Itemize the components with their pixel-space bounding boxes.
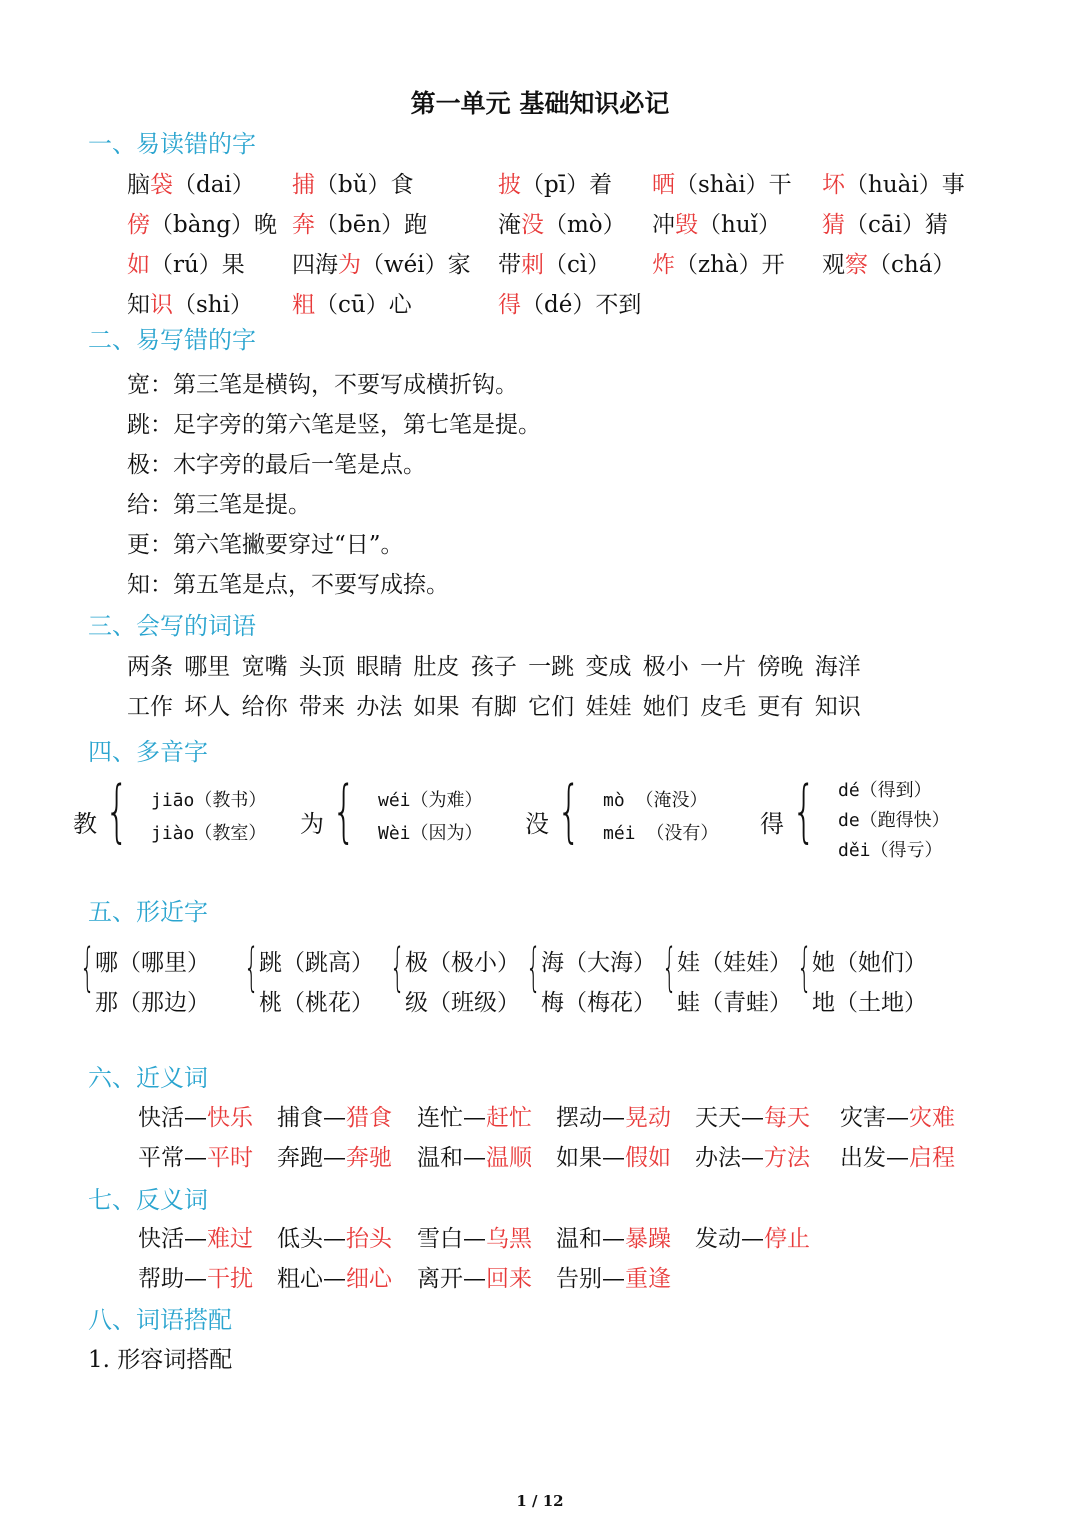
item-pinyin: （huǐ）: [698, 212, 781, 238]
section-heading-4: 四、多音字: [88, 738, 208, 766]
antonym-pair: [138, 1220, 253, 1253]
similar-char: 桃（桃花）: [259, 990, 374, 1016]
stroke-rule: 知：第五笔是点，不要写成捺。: [127, 572, 449, 598]
words-line-2: 工作 坏人 给你 带来 办法 如果 有脚 它们 娃娃 她们 皮毛 更有 知识: [127, 694, 861, 720]
word-b: 难过: [207, 1226, 253, 1252]
misread-item: [127, 166, 255, 199]
item-highlight: 毁: [675, 212, 698, 238]
item-highlight: 如: [127, 252, 150, 278]
brace-glyph: {: [390, 938, 405, 998]
misread-item: [822, 246, 955, 279]
dash: —: [741, 1145, 764, 1171]
misread-item: [127, 206, 277, 239]
word-a: 低头: [277, 1226, 323, 1252]
item-pinyin: （dai）: [173, 172, 255, 198]
word-a: 出发: [840, 1145, 886, 1171]
item-highlight: 猜: [822, 212, 845, 238]
synonym-pair: [417, 1139, 532, 1172]
poly-reading: jiāo（教书）: [151, 790, 267, 811]
stroke-rule: 给：第三笔是提。: [127, 492, 311, 518]
item-highlight: 坏: [822, 172, 845, 198]
word-b: 假如: [625, 1145, 671, 1171]
poly-reading: wéi（为难）: [378, 790, 483, 811]
word-b: 灾难: [909, 1105, 955, 1131]
word-a: 帮助: [138, 1266, 184, 1292]
word-a: 摆动: [556, 1105, 602, 1131]
brace-glyph: {: [557, 772, 581, 851]
item-highlight: 察: [845, 252, 868, 278]
misread-item: [652, 246, 785, 279]
item-prefix: 淹: [498, 212, 521, 238]
similar-char: 她（她们）: [812, 950, 927, 976]
item-pinyin: （cāi）猜: [845, 212, 948, 238]
words-line-1: 两条 哪里 宽嘴 头顶 眼睛 肚皮 孩子 一跳 变成 极小 一片 傍晚 海洋: [127, 654, 861, 680]
section-heading-1: 一、易读错的字: [88, 130, 256, 158]
word-a: 雪白: [417, 1226, 463, 1252]
item-pinyin: （cū）心: [315, 292, 412, 318]
brace-glyph: {: [662, 938, 677, 998]
item-highlight: 袋: [150, 172, 173, 198]
poly-char: 为: [300, 810, 324, 838]
dash: —: [463, 1266, 486, 1292]
similar-char: 梅（梅花）: [541, 990, 656, 1016]
item-pinyin: （huài）事: [845, 172, 965, 198]
dash: —: [323, 1266, 346, 1292]
item-highlight: 粗: [292, 292, 315, 318]
synonym-pair: [556, 1139, 671, 1172]
misread-item: [292, 206, 427, 239]
brace-glyph: {: [792, 772, 816, 851]
dash: —: [463, 1105, 486, 1131]
antonym-pair: [417, 1220, 532, 1253]
poly-char: 教: [73, 810, 97, 838]
synonym-pair: [840, 1139, 955, 1172]
stroke-rule: 跳：足字旁的第六笔是竖，第七笔是提。: [127, 412, 541, 438]
stroke-rule: 极：木字旁的最后一笔是点。: [127, 452, 426, 478]
synonym-pair: [138, 1139, 253, 1172]
dash: —: [741, 1105, 764, 1131]
dash: —: [886, 1105, 909, 1131]
word-a: 奔跑: [277, 1145, 323, 1171]
item-pinyin: （zhà）开: [675, 252, 785, 278]
item-pinyin: （dé）不到: [521, 292, 642, 318]
dash: —: [602, 1266, 625, 1292]
item-highlight: 炸: [652, 252, 675, 278]
antonym-pair: [138, 1260, 253, 1293]
page-title: 第一单元 基础知识必记: [410, 89, 670, 118]
item-highlight: 为: [338, 252, 361, 278]
misread-item: [822, 206, 948, 239]
dash: —: [184, 1266, 207, 1292]
item-pinyin: （bēn）跑: [315, 212, 428, 238]
page-number: 1 / 12: [516, 1492, 564, 1510]
item-highlight: 傍: [127, 212, 150, 238]
dash: —: [602, 1105, 625, 1131]
item-prefix: 冲: [652, 212, 675, 238]
dash: —: [463, 1145, 486, 1171]
stroke-rule: 更：第六笔撇要穿过“日”。: [127, 532, 404, 558]
word-b: 温顺: [486, 1145, 532, 1171]
word-b: 每天: [764, 1105, 810, 1131]
dash: —: [184, 1105, 207, 1131]
misread-item: [292, 246, 471, 279]
word-a: 捕食: [277, 1105, 323, 1131]
word-a: 温和: [556, 1226, 602, 1252]
word-a: 快活: [138, 1105, 184, 1131]
similar-char: 海（大海）: [541, 950, 656, 976]
section-heading-3: 三、会写的词语: [88, 612, 256, 640]
section-heading-5: 五、形近字: [88, 898, 208, 926]
word-b: 赶忙: [486, 1105, 532, 1131]
misread-item: [127, 286, 253, 319]
similar-char: 跳（跳高）: [259, 950, 374, 976]
synonym-pair: [695, 1139, 810, 1172]
poly-reading: mò （淹没）: [603, 790, 708, 811]
poly-reading: děi（得亏）: [838, 840, 943, 861]
synonym-pair: [556, 1099, 671, 1132]
poly-reading: jiào（教室）: [151, 823, 267, 844]
item-pinyin: （shài）干: [675, 172, 792, 198]
word-b: 平时: [207, 1145, 253, 1171]
item-pinyin: （pī）着: [521, 172, 613, 198]
poly-reading: dé（得到）: [838, 780, 932, 801]
similar-char: 哪（哪里）: [95, 950, 210, 976]
similar-char: 娃（娃娃）: [677, 950, 792, 976]
dash: —: [323, 1105, 346, 1131]
item-highlight: 捕: [292, 172, 315, 198]
word-a: 如果: [556, 1145, 602, 1171]
word-b: 细心: [346, 1266, 392, 1292]
misread-item: [652, 206, 781, 239]
synonym-pair: [417, 1099, 532, 1132]
item-pinyin: （bǔ）食: [315, 172, 414, 198]
brace-glyph: {: [105, 772, 129, 851]
word-b: 快乐: [207, 1105, 253, 1131]
item-pinyin: （shi）: [173, 292, 253, 318]
item-highlight: 得: [498, 292, 521, 318]
dash: —: [184, 1145, 207, 1171]
brace-glyph: {: [244, 938, 259, 998]
stroke-rule: 宽：第三笔是横钩，不要写成横折钩。: [127, 372, 518, 398]
word-a: 温和: [417, 1145, 463, 1171]
misread-item: [822, 166, 965, 199]
poly-reading: Wèi（因为）: [378, 823, 483, 844]
similar-char: 蛙（青蛙）: [677, 990, 792, 1016]
word-a: 办法: [695, 1145, 741, 1171]
brace-glyph: {: [797, 938, 812, 998]
similar-char: 极（极小）: [405, 950, 520, 976]
word-a: 发动: [695, 1226, 741, 1252]
misread-item: [292, 286, 412, 319]
antonym-pair: [277, 1220, 392, 1253]
dash: —: [323, 1226, 346, 1252]
synonym-pair: [277, 1099, 392, 1132]
dash: —: [886, 1145, 909, 1171]
dash: —: [602, 1226, 625, 1252]
word-a: 粗心: [277, 1266, 323, 1292]
section-heading-8: 八、词语搭配: [88, 1306, 232, 1334]
word-b: 重逢: [625, 1266, 671, 1292]
item-highlight: 晒: [652, 172, 675, 198]
item-highlight: 奔: [292, 212, 315, 238]
item-prefix: 观: [822, 252, 845, 278]
word-b: 停止: [764, 1226, 810, 1252]
item-pinyin: （mò）: [544, 212, 626, 238]
synonym-pair: [277, 1139, 392, 1172]
section-heading-7: 七、反义词: [88, 1186, 208, 1214]
misread-item: [498, 206, 626, 239]
misread-item: [498, 246, 610, 279]
synonym-pair: [695, 1099, 810, 1132]
dash: —: [741, 1226, 764, 1252]
word-a: 告别: [556, 1266, 602, 1292]
poly-char: 得: [760, 810, 784, 838]
section-heading-6: 六、近义词: [88, 1064, 208, 1092]
antonym-pair: [695, 1220, 810, 1253]
dash: —: [463, 1226, 486, 1252]
poly-reading: de（跑得快）: [838, 810, 950, 831]
synonym-pair: [138, 1099, 253, 1132]
section-heading-2: 二、易写错的字: [88, 326, 256, 354]
word-b: 奔驰: [346, 1145, 392, 1171]
item-pinyin: （cì）: [544, 252, 611, 278]
similar-char: 级（班级）: [405, 990, 520, 1016]
antonym-pair: [417, 1260, 532, 1293]
brace-glyph: {: [332, 772, 356, 851]
item-pinyin: （bàng）晚: [150, 212, 277, 238]
item-prefix: 四海: [292, 252, 338, 278]
item-highlight: 披: [498, 172, 521, 198]
subheading-adjective-pairing: 1. 形容词搭配: [88, 1347, 233, 1373]
similar-char: 那（那边）: [95, 990, 210, 1016]
word-a: 连忙: [417, 1105, 463, 1131]
word-b: 回来: [486, 1266, 532, 1292]
item-highlight: 刺: [521, 252, 544, 278]
word-a: 离开: [417, 1266, 463, 1292]
word-a: 快活: [138, 1226, 184, 1252]
item-prefix: 脑: [127, 172, 150, 198]
misread-item: [127, 246, 245, 279]
word-b: 干扰: [207, 1266, 253, 1292]
misread-item: [498, 166, 612, 199]
word-b: 抬头: [346, 1226, 392, 1252]
antonym-pair: [277, 1260, 392, 1293]
misread-item: [292, 166, 414, 199]
word-a: 天天: [695, 1105, 741, 1131]
item-highlight: 识: [150, 292, 173, 318]
brace-glyph: {: [526, 938, 541, 998]
misread-item: [498, 286, 641, 319]
dash: —: [184, 1226, 207, 1252]
antonym-pair: [556, 1220, 671, 1253]
dash: —: [602, 1145, 625, 1171]
word-b: 猎食: [346, 1105, 392, 1131]
word-b: 启程: [909, 1145, 955, 1171]
word-b: 方法: [764, 1145, 810, 1171]
poly-char: 没: [525, 810, 549, 838]
synonym-pair: [840, 1099, 955, 1132]
item-pinyin: （rú）果: [150, 252, 245, 278]
word-a: 平常: [138, 1145, 184, 1171]
misread-item: [652, 166, 792, 199]
item-pinyin: （chá）: [868, 252, 956, 278]
word-a: 灾害: [840, 1105, 886, 1131]
item-highlight: 没: [521, 212, 544, 238]
similar-char: 地（土地）: [812, 990, 927, 1016]
brace-glyph: {: [80, 938, 95, 998]
antonym-pair: [556, 1260, 671, 1293]
word-b: 乌黑: [486, 1226, 532, 1252]
item-prefix: 知: [127, 292, 150, 318]
dash: —: [323, 1145, 346, 1171]
item-prefix: 带: [498, 252, 521, 278]
poly-reading: méi （没有）: [603, 823, 719, 844]
word-b: 暴躁: [625, 1226, 671, 1252]
word-b: 晃动: [625, 1105, 671, 1131]
item-pinyin: （wéi）家: [361, 252, 471, 278]
